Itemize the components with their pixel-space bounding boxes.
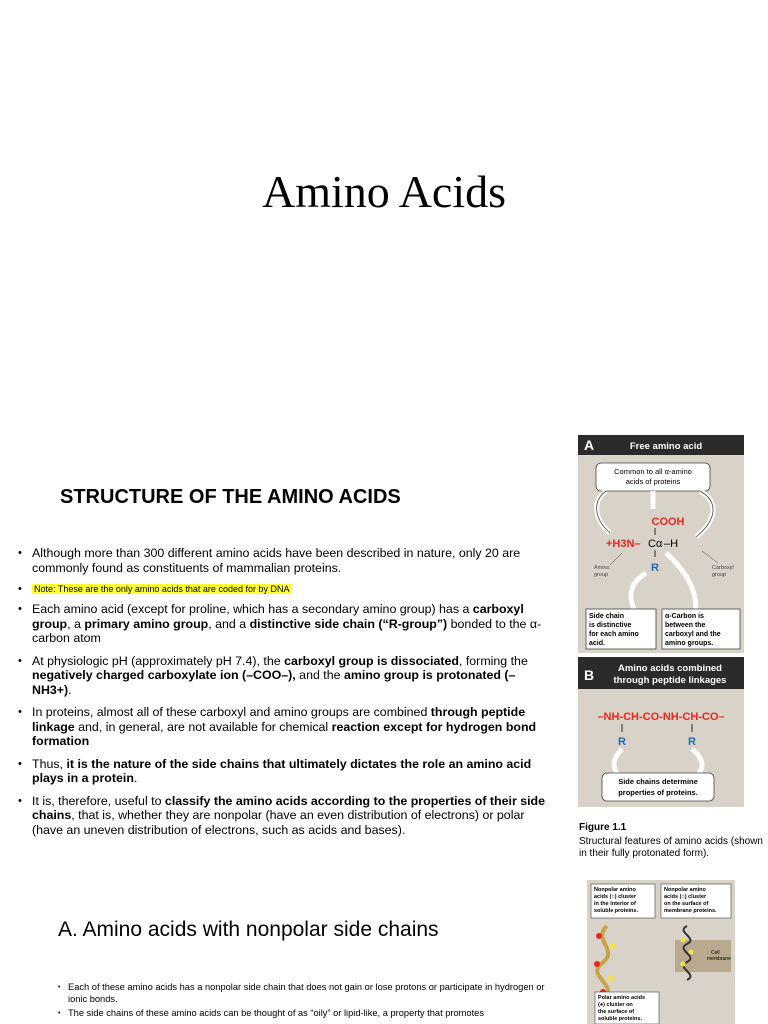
nonpolar-residue [681,962,686,967]
subsection-heading: A. Amino acids with nonpolar side chains [58,918,439,941]
carboxyl-group-label-1: Carboxyl [712,565,734,571]
h-label: –H [664,538,679,550]
panel-b-title-1: Amino acids combined [618,663,722,674]
common-label-line2: acids of proteins [625,477,681,486]
calpha-label: Cα [648,538,663,550]
carboxyl-group-label-2: group [712,572,727,578]
page-title: Amino Acids [261,166,507,217]
bullet-list [16,546,556,845]
nonpolar-residue [610,943,616,949]
nonpolar-residue [608,975,614,981]
figure-protein-folding [587,880,735,1024]
cell-membrane-label-2: membrane [707,956,731,962]
amino-group-label-1: Amino [594,565,610,571]
alpha-carbon-text-2: between the [665,622,706,629]
side-chains-text-1: Side chains determine [618,777,698,786]
bullet-item: • Each amino acid (except for proline, which has a secondary amino group) has a carboxyl group, a primary amino group, and a distinctive side chain (“R-group”) bonded to the α-carbon atom [16,602,556,646]
figure2-box2-line3: on the surface of [664,901,709,907]
figure2-box2-line1: Nonpolar amino [664,887,706,893]
small-bullet-item: • The side chains of these amino acids can be thought of as “oily” or lipid-like, a property that promotes [58,1008,558,1020]
common-label-line1: Common to all α-amino [614,467,692,476]
figure2-box1-line4: soluble proteins. [594,908,639,914]
polar-residue [596,933,602,939]
nonpolar-residue [681,938,686,943]
peptide-r2: R [688,736,696,748]
figure2-box2-line2: acids (○) cluster [664,894,707,900]
h3n-label: +H3N– [606,538,641,550]
peptide-r1: R [618,736,626,748]
amino-group-label-2: group [594,572,609,578]
section-heading: STRUCTURE OF THE AMINO ACIDS [60,486,401,508]
panel-b-letter: B [584,667,595,683]
figure2-box3-line3: the surface of [598,1009,635,1015]
nonpolar-residue [689,950,694,955]
figure-caption: Structural features of amino acids (shown in their fully protonated form). [579,836,763,859]
figure2-box1-line3: in the interior of [594,901,636,907]
figure2-box3-line2: (●) cluster on [598,1002,633,1008]
alpha-carbon-text-3: carboxyl and the [665,631,721,638]
bullet-item: • It is, therefore, useful to classify the amino acids according to the properties of their side chains, that is, whether they are nonpolar (have an even distribution of electrons) or polar (have an uneven distribution of electrons, such as acids and bases). [16,794,556,838]
highlighted-note: Note: These are the only amino acids that are coded for by DNA [34,584,290,594]
bullet-item: • Although more than 300 different amino acids have been described in nature, only 20 are commonly found as constituents of mammalian proteins. [16,546,556,575]
side-chain-text-1: Side chain [589,613,625,620]
alpha-carbon-text-4: amino groups. [665,640,714,647]
small-bullet-item: • Each of these amino acids has a nonpolar side chain that does not gain or lose protons or participate in hydrogen or ionic bonds. [58,982,558,1005]
cooh-label: COOH [651,516,685,528]
peptide-chain: –NH-CH-CO-NH-CH-CO– [597,711,725,723]
panel-b-title-2: through peptide linkages [613,675,727,686]
figure2-box2-line4: membrane proteins. [664,908,717,914]
figure-amino-acid-structure [570,433,768,865]
figure2-box1-line1: Nonpolar amino [594,887,636,893]
small-bullet-list [58,982,558,1023]
bullet-item: • Thus, it is the nature of the side chains that ultimately dictates the role an amino acid plays in a protein. [16,757,556,786]
panel-a-letter: A [584,437,595,453]
note-item [16,583,556,595]
alpha-carbon-text-1: α-Carbon is [665,613,704,620]
figure2-box3-line1: Polar amino acids [598,995,646,1001]
figure-caption-title: Figure 1.1 [579,822,627,833]
cell-membrane-label-1: Cell [711,950,720,956]
bullet-item: • In proteins, almost all of these carboxyl and amino groups are combined through peptide linkage and, in general, are not available for chemical reaction except for hydrogen bond formation [16,705,556,749]
figure2-box3-line4: soluble proteins. [598,1016,643,1022]
side-chain-text-4: acid. [589,640,605,647]
side-chain-text-2: is distinctive [589,622,632,629]
side-chain-text-3: for each amino [589,631,639,638]
polar-residue [594,961,600,967]
figure2-box1-line2: acids (○) cluster [594,894,637,900]
bullet-item: • At physiologic pH (approximately pH 7.4), the carboxyl group is dissociated, forming the negatively charged carboxylate ion (–COO–), and the amino group is protonated (– NH3+). [16,654,556,698]
r-group-label: R [651,562,659,574]
panel-a-title: Free amino acid [629,441,703,452]
side-chains-text-2: properties of proteins. [618,788,698,797]
